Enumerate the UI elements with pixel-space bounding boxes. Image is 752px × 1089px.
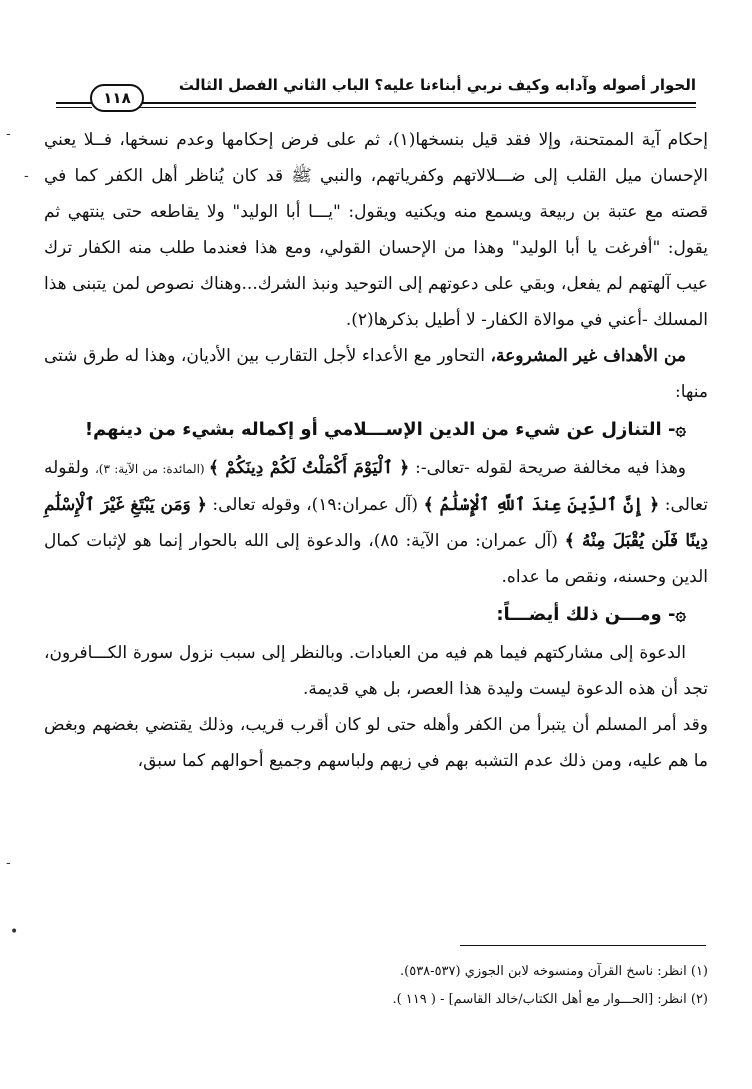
- paragraph: وقد أمر المسلم أن يتبرأ من الكفر وأهله حتى لو كان أقرب قريب، وذلك يقتضي بغضهم وبغض ما هم عليه، ومن ذلك عدم التشبه بهم في زيهم ولباسهم وجميع أحوالهم كما سبق،: [44, 715, 708, 771]
- quran-verse: ﴿ وَمَن يَبْتَغِ غَيْرَ ٱلْإِسْلَٰمِ دِينًا فَلَن يُقْبَلَ مِنْهُ ﴾: [44, 495, 708, 551]
- header-rule: [138, 102, 696, 104]
- main-text: [44, 122, 708, 779]
- margin-dash: -: [24, 168, 29, 184]
- section-heading: [44, 595, 708, 635]
- footnote: (١) انظر: ناسخ القرآن ومنسوخه لابن الجوزي (٥٣٧-٥٣٨).: [400, 964, 708, 979]
- footnotes: [44, 958, 708, 1014]
- header-rule-left: [56, 102, 92, 104]
- section-heading: [44, 410, 708, 450]
- running-header-title: الحوار أصوله وآدابه وكيف نربي أبناءنا عليه؟ الباب الثاني الفصل الثالث: [178, 76, 696, 94]
- footnote-rule: [460, 945, 706, 946]
- paragraph: [44, 450, 708, 595]
- verse-reference: (المائدة: من الآية: ٣)،: [94, 462, 209, 476]
- heading-text: - التنازل عن شيء من الدين الإســـلامي أو إكماله بشيء من دينهم!: [84, 419, 676, 440]
- page-number: ١١٨: [90, 84, 144, 112]
- header-rule-thin: [138, 107, 696, 108]
- heading-text: - ومـــن ذلك أيضـــاً:: [496, 604, 676, 625]
- margin-dot: •: [10, 924, 19, 940]
- ornament-icon: ۞: [675, 419, 686, 440]
- ornament-icon: ۞: [675, 604, 686, 625]
- paragraph-text: وهذا فيه مخالفة صريحة لقوله -تعالى-:: [409, 458, 687, 478]
- verse-reference: (آل عمران: من الآية: ٨٥): [373, 531, 565, 551]
- paragraph: إحكام آية الممتحنة، وإلا فقد قيل بنسخها(١)، ثم على فرض إحكامها وعدم نسخها، فــلا يعني الإحسان ميل القلب إلى ضـــلالاتهم وكفرياتهم، والنبي ﷺ قد كان يُناظر أهل الكفر كما في قصته مع عتبة بن ربيعة ويسمع منه ويكنيه ويقول: "يـــا أبا الوليد" ولا يقاطعه حتى ينتهي ثم يقول: "أفرغت يا أبا الوليد" وهذا من الإحسان القولي، ومع هذا فعندما طلب منه الكفار ترك عيب آلهتهم لم يفعل، وبقي على دعوتهم إلى التوحيد ونبذ الشرك...وهناك نصوص لمن يتبنى هذا المسلك -أعني في موالاة الكفار- لا أطيل بذكرها(٢).: [44, 130, 708, 330]
- header-rule-left-thin: [56, 107, 92, 108]
- paragraph: الدعوة إلى مشاركتهم فيما هم فيه من العبادات. وبالنظر إلى سبب نزول سورة الكـــافرون، تجد أن هذه الدعوة ليست وليدة هذا العصر، بل هي قديمة.: [44, 643, 708, 699]
- footnote: (٢) انظر: [الحـــوار مع أهل الكتاب/خالد القاسم] - ( ١١٩ ).: [392, 992, 708, 1007]
- paragraph-text: ، وقوله تعالى:: [206, 495, 312, 515]
- page-header: [56, 72, 696, 112]
- quran-verse: ﴿ ٱلْيَوْمَ أَكْمَلْتُ لَكُمْ دِينَكُمْ ﴾: [208, 458, 410, 478]
- paragraph: [44, 338, 708, 410]
- margin-dash: -: [6, 855, 11, 871]
- paragraph-text: التحاور مع الأعداء لأجل التقارب بين الأديان، وهذا له طرق شتى منها:: [44, 346, 708, 402]
- paragraph-text: ولقوله تعالى:: [44, 458, 708, 515]
- verse-reference: (آل عمران:١٩): [311, 495, 424, 515]
- quran-verse: ﴿ إِنَّ ٱلدِّينَ عِندَ ٱللَّهِ ٱلْإِسْلَٰمُ ﴾: [423, 495, 660, 515]
- paragraph-text: ، والدعوة إلى الله بالحوار إنما هو لإثبات كمال الدين وحسنه، ونقص ما عداه.: [44, 531, 708, 587]
- margin-dash: -: [6, 126, 11, 142]
- bold-lead: من الأهداف غير المشروعة،: [490, 346, 686, 366]
